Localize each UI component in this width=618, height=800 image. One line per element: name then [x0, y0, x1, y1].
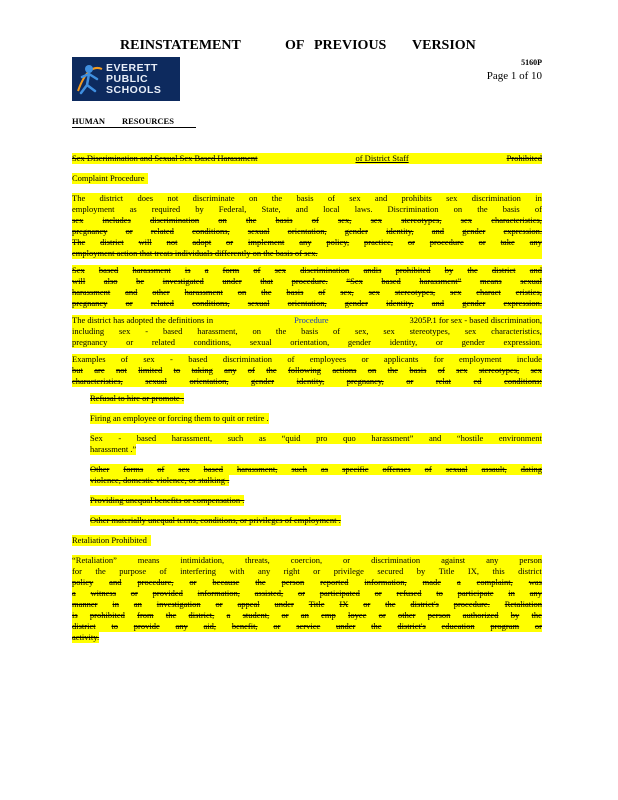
text-line: Sex - based harassment, such as “quid pro quo harassment” and “hostile environment — [90, 433, 542, 443]
text-span: 3205P.1 for sex - based discrimination, — [409, 315, 542, 325]
document-title — [0, 38, 618, 58]
text-line: policy and procedure, or because the person reported information, made a complaint, was — [72, 577, 542, 587]
policy-title — [72, 153, 542, 164]
title-word: REINSTATEMENT — [120, 38, 241, 53]
title-struck-text: Sex Discrimination and Sexual Sex Based Harassment — [72, 153, 258, 163]
text-line: activity. — [72, 632, 100, 642]
document-body — [72, 153, 542, 649]
bullet-glyph — [72, 393, 90, 404]
complaint-procedure-heading: Complaint Procedure — [72, 173, 148, 184]
text-line: characteristics, sexual orientation, gender identity, pregnancy, or relat ed conditions: — [72, 376, 542, 386]
text-line: “Retaliation” means intimidation, threats, coercion, or discrimination against any person — [72, 555, 542, 565]
page-number: Page 1 of 10 — [486, 70, 542, 82]
text-line: including sex - based harassment, on the basis of sex, sex stereotypes, sex characteristics, — [72, 326, 542, 336]
bullet-glyph — [72, 464, 90, 486]
title-struck-text: Prohibited — [506, 153, 542, 163]
text-line: harassment and other harassment on the basis of sex, sex stereotypes, sex charact eristics, — [72, 287, 542, 297]
bullet-glyph — [72, 515, 90, 526]
text-line: pregnancy or related conditions, sexual orientation, gender identity, or gender expression. — [72, 337, 542, 347]
text-line: employment action that treats individuals differently on the basis of sex. — [72, 248, 542, 259]
list-item — [72, 495, 542, 506]
list-item — [72, 413, 542, 424]
text-line: harassment .” — [90, 444, 137, 454]
paragraph-examples — [72, 354, 542, 387]
list-item — [72, 393, 542, 404]
text-line: will also be investigated under that procedure. “Sex based harassment” means sexual — [72, 276, 542, 286]
text-line: pregnancy or related conditions, sexual orientation, gender identity, and gender expression. — [72, 226, 542, 236]
paragraph-definitions — [72, 315, 542, 348]
bullet-glyph — [72, 495, 90, 506]
text-line: manner in an investigation or appeal under Title IX or the district's procedure. Retaliation — [72, 599, 542, 609]
bullet-glyph — [72, 413, 90, 424]
text-line: Other forms of sex based harassment, such as specific offenses of sexual assault, dating — [90, 464, 542, 474]
text-line: Examples of sex - based discrimination of employees or applicants for employment include — [72, 354, 542, 364]
section-label — [72, 116, 196, 128]
policy-number: 5160P — [521, 58, 542, 67]
section-word: RESOURCES — [122, 116, 174, 126]
paragraph-nondiscrimination — [72, 193, 542, 259]
logo-text: PUBLIC — [106, 72, 149, 85]
logo-text: EVERETT — [106, 61, 158, 74]
text-line: The district does not discriminate on the basis of sex and prohibits sex discrimination in — [72, 193, 542, 203]
text-line: Other materially unequal terms, conditions, or privileges of employment . — [90, 515, 341, 525]
text-line: Providing unequal benefits or compensation . — [90, 495, 245, 505]
logo-text: SCHOOLS — [106, 83, 162, 96]
title-word: OF — [285, 38, 305, 53]
text-line: Refusal to hire or promote . — [90, 393, 184, 403]
retaliation-heading: Retaliation Prohibited — [72, 535, 151, 546]
text-line: is prohibited from the district, a student, or an emp loyee or other person authorized by the — [72, 610, 542, 620]
title-word: VERSION — [412, 38, 476, 53]
text-line: Firing an employee or forcing them to quit or retire . — [90, 413, 269, 423]
text-line: but are not limited to taking any of the following actions on the basis of sex stereotypes, sex — [72, 365, 542, 375]
text-line: a witness or provided information, assisted, or participated or refused to participate in any — [72, 588, 542, 598]
logo-figure-icon — [72, 57, 106, 101]
text-line — [72, 315, 542, 326]
text-span: The district has adopted the definitions in — [72, 315, 214, 325]
text-line: district to provide any aid, benefit, or service under the district's education program or — [72, 621, 542, 631]
list-item — [72, 464, 542, 486]
list-item — [72, 433, 542, 455]
section-word: HUMAN — [72, 116, 106, 126]
text-line: The district will not adopt or implement any policy, practice, or procedure or take any — [72, 237, 542, 247]
text-line: violence, domestic violence, or stalking . — [90, 475, 230, 485]
bullet-glyph — [72, 433, 90, 455]
list-item — [72, 515, 542, 526]
text-line: Sex based harassment is a form of sex discrimination andis prohibited by the district and — [72, 265, 542, 275]
text-line: pregnancy or related conditions, sexual orientation, gender identity, and gender expression. — [72, 298, 542, 308]
text-line: employment as required by Federal, State, and local laws. Discrimination on the basis of — [72, 204, 542, 214]
title-text: of District Staff — [355, 153, 409, 163]
title-word: PREVIOUS — [314, 38, 387, 53]
paragraph-harassment — [72, 265, 542, 309]
text-line: sex includes discrimination on the basis of sex, sex stereotypes, sex characteristics, — [72, 215, 542, 225]
examples-list — [72, 393, 542, 526]
everett-public-schools-logo — [72, 57, 180, 101]
text-line: for the purpose of interfering with any right or privilege secured by Title IX, this district — [72, 566, 542, 576]
paragraph-retaliation — [72, 555, 542, 643]
procedure-link[interactable]: Procedure — [294, 315, 329, 325]
